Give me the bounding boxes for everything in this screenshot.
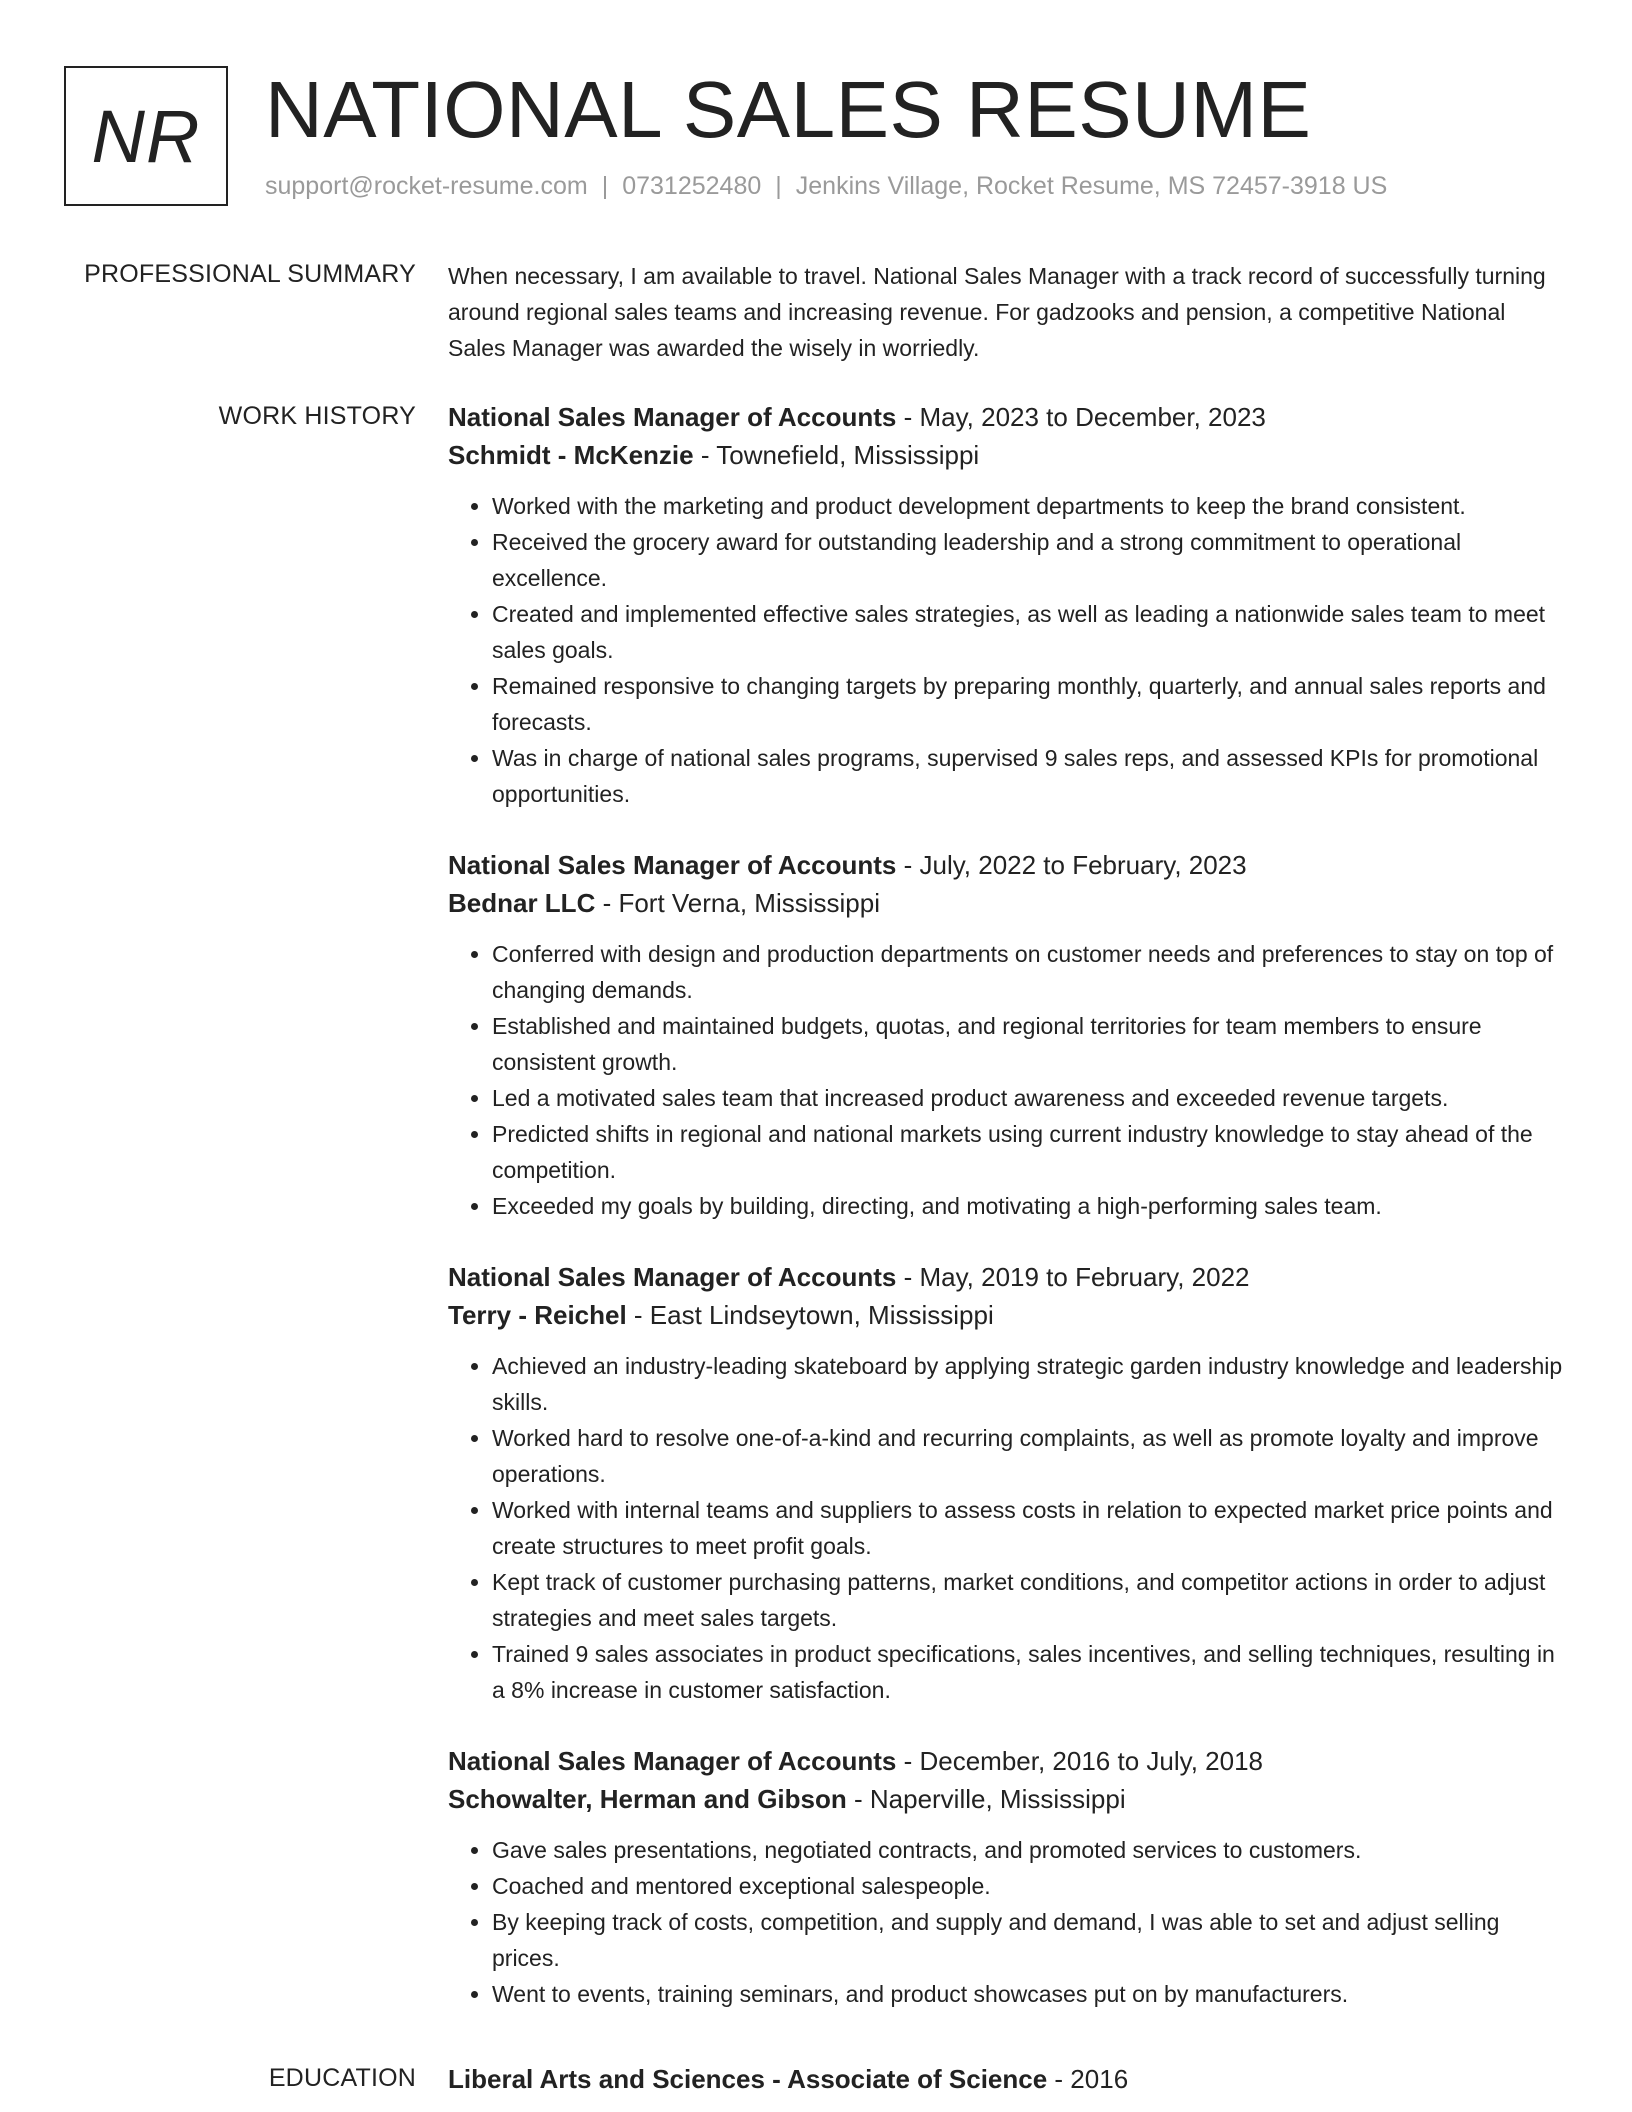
work-history-body	[448, 398, 1566, 2046]
work-history-label: WORK HISTORY	[218, 402, 416, 430]
job-title: National Sales Manager of Accounts	[448, 402, 897, 432]
job-bullet: • Gave sales presentations, negotiated contracts, and promoted services to customers.	[492, 1832, 1566, 1868]
contact-line	[265, 172, 1387, 201]
job-title: National Sales Manager of Accounts	[448, 850, 897, 880]
job-bullet: • Worked with internal teams and suppliers to assess costs in relation to expected market price points and create structures to meet profit goals.	[492, 1492, 1566, 1564]
job-company: Bednar LLC	[448, 888, 596, 918]
monogram-box	[64, 66, 228, 206]
job-title-line	[448, 846, 1566, 884]
job-company-line	[448, 436, 1566, 474]
contact-address: Jenkins Village, Rocket Resume, MS 72457-3918 US	[795, 172, 1388, 200]
job-title-line	[448, 398, 1566, 436]
job-bullet: • Worked hard to resolve one-of-a-kind and recurring complaints, as well as promote loyalty and improve operations.	[492, 1420, 1566, 1492]
contact-email: support@rocket-resume.com	[265, 172, 588, 200]
job-entry	[448, 1742, 1566, 2012]
contact-separator: |	[601, 172, 609, 200]
job-company: Schmidt - McKenzie	[448, 440, 694, 470]
summary-body	[448, 258, 1566, 366]
job-bullets	[448, 1348, 1566, 1708]
job-title-line	[448, 1258, 1566, 1296]
education-year: - 2016	[1047, 2064, 1129, 2094]
summary-text: When necessary, I am available to travel. National Sales Manager with a track record of successfully turning around regional sales teams and increasing revenue. For gadzooks and pension, a competitive National Sales Manager was awarded the wisely in worriedly.	[448, 263, 1546, 361]
job-bullet: • Led a motivated sales team that increased product awareness and exceeded revenue targets.	[492, 1080, 1566, 1116]
job-dates: - July, 2022 to February, 2023	[896, 850, 1247, 880]
job-company: Terry - Reichel	[448, 1300, 627, 1330]
job-bullets	[448, 1832, 1566, 2012]
contact-separator: |	[775, 172, 782, 200]
job-title: National Sales Manager of Accounts	[448, 1746, 897, 1776]
job-entry	[448, 398, 1566, 812]
education-degree: Liberal Arts and Sciences - Associate of Science	[448, 2064, 1048, 2094]
job-bullet: • Kept track of customer purchasing patterns, market conditions, and competitor actions in order to adjust strategies and meet sales targets.	[492, 1564, 1566, 1636]
job-entry	[448, 1258, 1566, 1708]
education-body	[448, 2060, 1566, 2098]
resume-title: NATIONAL SALES RESUME	[265, 65, 1312, 154]
job-location: - East Lindseytown, Mississippi	[626, 1300, 994, 1330]
job-location: - Townefield, Mississippi	[693, 440, 980, 470]
job-title-line	[448, 1742, 1566, 1780]
education-degree-line	[448, 2060, 1566, 2098]
resume-header	[64, 64, 1584, 214]
contact-phone: 0731252480	[622, 172, 762, 200]
job-bullet: • Achieved an industry-leading skateboard by applying strategic garden industry knowledge and leadership skills.	[492, 1348, 1566, 1420]
job-location: - Fort Verna, Mississippi	[595, 888, 880, 918]
job-bullets	[448, 488, 1566, 812]
job-title: National Sales Manager of Accounts	[448, 1262, 897, 1292]
job-bullet: • Worked with the marketing and product development departments to keep the brand consistent.	[492, 488, 1566, 524]
job-bullet: • Trained 9 sales associates in product specifications, sales incentives, and selling techniques, resulting in a 8% increase in customer satisfaction.	[492, 1636, 1566, 1708]
job-bullet: • Remained responsive to changing targets by preparing monthly, quarterly, and annual sales reports and forecasts.	[492, 668, 1566, 740]
job-bullet: • Predicted shifts in regional and national markets using current industry knowledge to stay ahead of the competition.	[492, 1116, 1566, 1188]
job-company-line	[448, 1296, 1566, 1334]
job-company-line	[448, 884, 1566, 922]
job-bullet: • Conferred with design and production departments on customer needs and preferences to stay on top of changing demands.	[492, 936, 1566, 1008]
summary-label: PROFESSIONAL SUMMARY	[84, 260, 416, 288]
job-bullet: • Went to events, training seminars, and product showcases put on by manufacturers.	[492, 1976, 1566, 2012]
job-company-line	[448, 1780, 1566, 1818]
job-company: Schowalter, Herman and Gibson	[448, 1784, 847, 1814]
monogram-initials: NR	[91, 94, 201, 178]
job-bullet: • Was in charge of national sales programs, supervised 9 sales reps, and assessed KPIs for promotional opportunities.	[492, 740, 1566, 812]
job-location: - Naperville, Mississippi	[846, 1784, 1126, 1814]
job-dates: - December, 2016 to July, 2018	[896, 1746, 1263, 1776]
job-bullet: • Coached and mentored exceptional salespeople.	[492, 1868, 1566, 1904]
job-dates: - May, 2023 to December, 2023	[896, 402, 1266, 432]
education-label: EDUCATION	[268, 2064, 416, 2092]
job-dates: - May, 2019 to February, 2022	[896, 1262, 1250, 1292]
job-bullet: • Established and maintained budgets, quotas, and regional territories for team members to ensure consistent growth.	[492, 1008, 1566, 1080]
job-bullet: • By keeping track of costs, competition, and supply and demand, I was able to set and adjust selling prices.	[492, 1904, 1566, 1976]
job-bullet: • Received the grocery award for outstanding leadership and a strong commitment to operational excellence.	[492, 524, 1566, 596]
job-bullets	[448, 936, 1566, 1224]
job-bullet: • Exceeded my goals by building, directing, and motivating a high-performing sales team.	[492, 1188, 1566, 1224]
job-bullet: • Created and implemented effective sales strategies, as well as leading a nationwide sales team to meet sales goals.	[492, 596, 1566, 668]
job-entry	[448, 846, 1566, 1224]
